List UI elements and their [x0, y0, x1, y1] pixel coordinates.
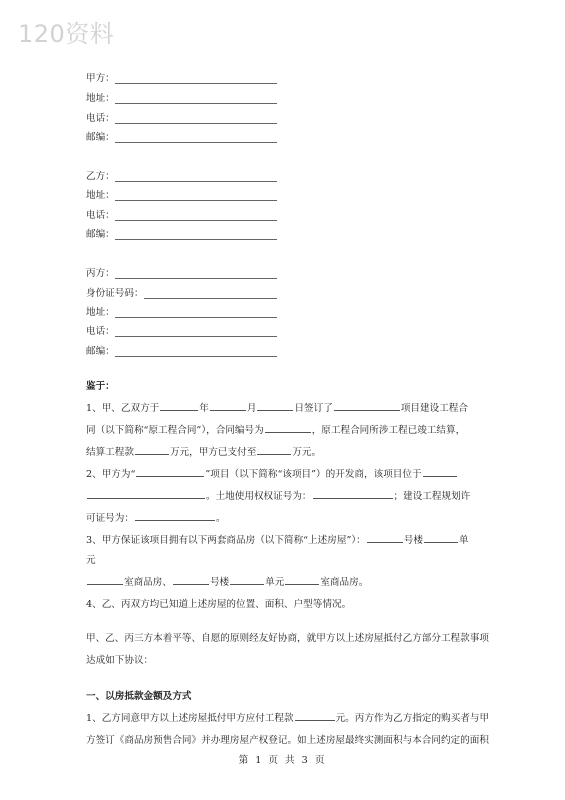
party-a-phone-field[interactable]	[86, 110, 277, 124]
clause-3-text-a: 3、甲方保证该项目拥有以下两套商品房（以下简称“上述房屋”）：	[86, 535, 366, 546]
clause-1-month-label: 月	[246, 403, 257, 414]
party-c-name-label: 丙方：	[86, 268, 115, 279]
party-c-address-label: 地址：	[86, 307, 115, 318]
clause-1-line-3	[86, 442, 496, 464]
party-b-postcode-line[interactable]	[115, 228, 277, 240]
clause-3-room-blank-1[interactable]	[87, 574, 123, 585]
party-c-postcode-label: 邮编：	[86, 346, 115, 357]
party-a-postcode-label: 邮编：	[86, 132, 115, 143]
party-b-address-line[interactable]	[115, 189, 277, 201]
clause-1-contract-no-blank[interactable]	[265, 422, 311, 433]
clause-1-line-1	[86, 398, 496, 420]
clause-1-paid-amount-blank[interactable]	[257, 444, 291, 455]
clause-2-location-blank-1[interactable]	[423, 466, 457, 477]
clause-3-unit-label-2: 单元	[265, 577, 285, 588]
clause-3-room-blank-2[interactable]	[285, 574, 319, 585]
party-b-name-field[interactable]	[86, 168, 277, 182]
clause-1-text-a: 1、甲、乙双方于	[86, 403, 160, 414]
section-1-heading: 一、以房抵款金额及方式	[86, 691, 192, 702]
clause-1-project-blank[interactable]	[334, 400, 400, 411]
section-1-text-a: 1、乙方同意甲方以上述房屋抵付甲方应付工程款	[86, 713, 294, 724]
party-b-name-line[interactable]	[115, 170, 277, 182]
party-c-id-field[interactable]	[86, 285, 277, 299]
party-c-phone-field[interactable]	[86, 323, 277, 337]
party-c-name-line[interactable]	[115, 267, 277, 279]
clause-3-line-1	[86, 530, 496, 552]
clause-3-unit-blank-1[interactable]	[424, 532, 458, 543]
clause-1-line2-text-a: 同（以下简称“原工程合同”），合同编号为	[86, 425, 264, 436]
clause-3-line-2: 元	[86, 555, 96, 566]
party-b-address-label: 地址：	[86, 190, 115, 201]
clause-3-room-label-1: 室商品房、	[124, 577, 172, 588]
party-c-id-line[interactable]	[144, 287, 277, 299]
clause-2-permit-no-blank[interactable]	[135, 510, 215, 521]
clause-4: 4、乙、丙双方均已知道上述房屋的位置、面积、户型等情况。	[86, 599, 352, 610]
clause-2-line-3	[86, 508, 496, 530]
party-b-phone-line[interactable]	[115, 209, 277, 221]
party-a-postcode-line[interactable]	[115, 131, 277, 143]
clause-3-unit-blank-2[interactable]	[230, 574, 264, 585]
clause-1-line-2	[86, 420, 496, 442]
clause-3-building-blank-1[interactable]	[367, 532, 403, 543]
party-a-address-label: 地址：	[86, 93, 115, 104]
party-b-phone-field[interactable]	[86, 207, 277, 221]
clause-2-line-2	[86, 486, 496, 508]
party-a-name-label: 甲方：	[86, 73, 115, 84]
party-a-name-field[interactable]	[86, 70, 277, 84]
agreement-line-1: 甲、乙、丙三方本着平等、自愿的原则经友好协商，就甲方以上述房屋抵付乙方部分工程款事项	[86, 633, 489, 644]
clause-3-unit-label-1: 单	[458, 535, 469, 546]
party-c-id-label: 身份证号码：	[86, 288, 144, 299]
clause-3-room-label-2: 室商品房。	[320, 577, 369, 588]
section-1-text-b: 元。丙方作为乙方指定的购买者与甲	[335, 713, 490, 724]
section-1-amount-blank[interactable]	[295, 710, 335, 721]
clause-2-line2-text-a: 。土地使用权权证号为：	[206, 491, 312, 502]
agreement-line-2: 达成如下协议：	[86, 655, 154, 666]
section-1-line-1	[86, 708, 496, 730]
section-1-line-2: 方签订《商品房预售合同》并办理房屋产权登记。如上述房屋最终实测面积与本合同约定的面积	[86, 735, 489, 746]
party-c-phone-label: 电话：	[86, 326, 115, 337]
party-a-phone-label: 电话：	[86, 113, 115, 124]
clause-1-line3-text-a: 结算工程款	[86, 447, 134, 458]
party-a-address-line[interactable]	[115, 92, 277, 104]
clause-2-text-a: 2、甲方为“	[86, 469, 136, 480]
clause-2-line3-text-b: 。	[215, 513, 226, 524]
party-c-address-line[interactable]	[115, 306, 277, 318]
party-c-name-field[interactable]	[86, 265, 277, 279]
party-c-address-field[interactable]	[86, 304, 277, 318]
clause-3-building-label-2: 号楼	[209, 577, 230, 588]
party-b-phone-label: 电话：	[86, 210, 115, 221]
party-a-postcode-field[interactable]	[86, 129, 277, 143]
clause-3-line-3	[86, 572, 496, 594]
clause-2-line-1	[86, 464, 496, 486]
clause-3-building-blank-2[interactable]	[173, 574, 209, 585]
party-c-phone-line[interactable]	[115, 325, 277, 337]
clause-3-building-label-1: 号楼	[403, 535, 423, 546]
clause-2-location-blank-2[interactable]	[87, 488, 205, 499]
page-footer: 第 1 页 共 3 页	[238, 755, 327, 766]
clause-1-year-label: 年	[199, 403, 209, 414]
clause-1-line3-text-b: 万元，甲方已支付至	[169, 447, 257, 458]
party-a-address-field[interactable]	[86, 90, 277, 104]
party-c-postcode-field[interactable]	[86, 343, 277, 357]
party-b-postcode-label: 邮编：	[86, 229, 115, 240]
party-a-name-line[interactable]	[115, 72, 277, 84]
clause-2-land-cert-blank[interactable]	[313, 488, 393, 499]
clause-1-line2-text-b: ，原工程合同所涉工程已竣工结算，	[311, 425, 466, 436]
clause-2-text-b: ”项目（以下简称“该项目”）的开发商，该项目位于	[205, 469, 422, 480]
clause-1-year-blank[interactable]	[160, 400, 198, 411]
clause-1-text-end: 项目建设工程合	[400, 403, 468, 414]
clause-2-project-name-blank[interactable]	[136, 466, 204, 477]
clause-2-line3-text-a: 可证号为：	[86, 513, 134, 524]
party-c-postcode-line[interactable]	[115, 345, 277, 357]
party-b-name-label: 乙方：	[86, 171, 115, 182]
clause-1-day-label: 日签订了	[294, 403, 333, 414]
clause-1-month-blank[interactable]	[210, 400, 246, 411]
clause-2-line2-text-b: ；建设工程规划许	[393, 491, 471, 502]
recital-heading: 鉴于：	[86, 381, 115, 392]
watermark: 120资料	[18, 20, 115, 48]
clause-1-settled-amount-blank[interactable]	[135, 444, 169, 455]
clause-1-line3-text-c: 万元。	[292, 447, 322, 458]
party-b-postcode-field[interactable]	[86, 226, 277, 240]
party-b-address-field[interactable]	[86, 187, 277, 201]
clause-1-day-blank[interactable]	[257, 400, 293, 411]
party-a-phone-line[interactable]	[115, 112, 277, 124]
